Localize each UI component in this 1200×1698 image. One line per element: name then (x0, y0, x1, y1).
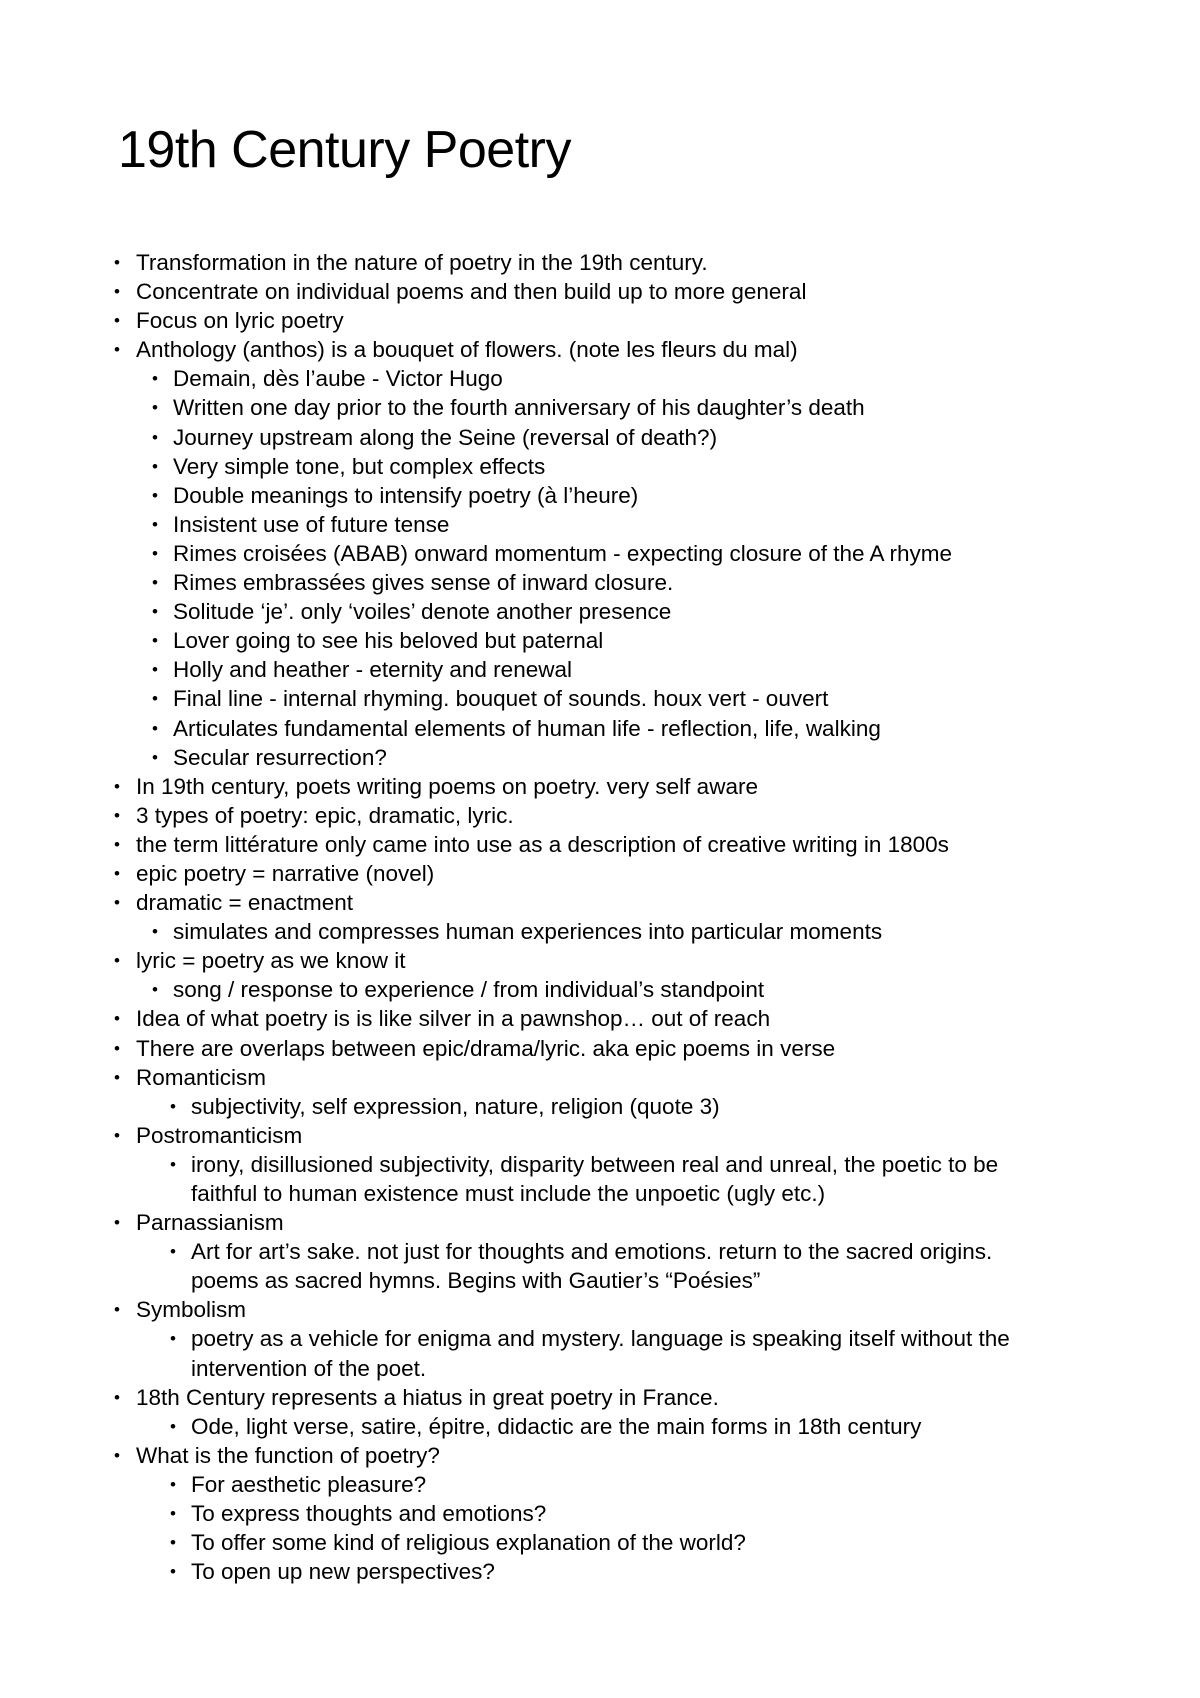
bullet-item (0, 248, 1200, 277)
sub-bullet-item (0, 626, 1200, 655)
bullet-item (0, 1208, 1200, 1237)
document-title: 19th Century Poetry (118, 121, 571, 179)
bullet-text: There are overlaps between epic/drama/lyric. aka epic poems in verse (136, 1035, 836, 1061)
bullet-text: For aesthetic pleasure? (191, 1471, 427, 1497)
bullet-text-line: intervention of the poet. (191, 1355, 427, 1381)
bullet-text: Written one day prior to the fourth anniversary of his daughter’s death (173, 395, 865, 421)
bullet-item (0, 1441, 1200, 1470)
bullet-text: Concentrate on individual poems and then build up to more general (136, 279, 807, 305)
sub-bullet-item (0, 975, 1200, 1004)
sub-bullet-item (0, 684, 1200, 713)
bullet-text: dramatic = enactment (136, 890, 353, 916)
bullet-item (0, 946, 1200, 975)
sub-bullet-item (0, 423, 1200, 452)
sub-bullet-item (0, 1092, 1200, 1121)
bullet-text: the term littérature only came into use as a description of creative writing in 1800s (136, 831, 949, 857)
bullet-text: Holly and heather - eternity and renewal (173, 657, 572, 683)
sub-bullet-item (0, 1528, 1200, 1557)
bullet-text: What is the function of poetry? (136, 1442, 440, 1468)
bullet-item (0, 859, 1200, 888)
bullet-text-line: Art for art’s sake. not just for thoughts and emotions. return to the sacred origins. (191, 1239, 993, 1265)
bullet-item (0, 1034, 1200, 1063)
bullet-text: Double meanings to intensify poetry (à l’heure) (173, 482, 639, 508)
bullet-text: Romanticism (136, 1064, 267, 1090)
sub-bullet-item (0, 1237, 1200, 1295)
bullet-text: Anthology (anthos) is a bouquet of flowers. (note les fleurs du mal) (136, 337, 798, 363)
sub-bullet-item (0, 1499, 1200, 1528)
sub-bullet-item (0, 1324, 1200, 1382)
bullet-text: To express thoughts and emotions? (191, 1501, 547, 1527)
bullet-text: Solitude ‘je’. only ‘voiles’ denote another presence (173, 599, 672, 625)
bullet-item (0, 1121, 1200, 1150)
sub-bullet-item (0, 1412, 1200, 1441)
bullet-item (0, 801, 1200, 830)
bullet-text: Postromanticism (136, 1122, 303, 1148)
bullet-text-line: faithful to human existence must include the unpoetic (ugly etc.) (191, 1181, 826, 1206)
bullet-text: Rimes embrassées gives sense of inward closure. (173, 570, 674, 596)
bullet-text: In 19th century, poets writing poems on poetry. very self aware (136, 773, 758, 799)
bullet-item (0, 830, 1200, 859)
bullet-item (0, 1383, 1200, 1412)
bullet-item (0, 277, 1200, 306)
bullet-text: Parnassianism (136, 1210, 284, 1236)
sub-bullet-item (0, 743, 1200, 772)
bullet-item (0, 1004, 1200, 1033)
bullet-item (0, 306, 1200, 335)
bullet-text-line: irony, disillusioned subjectivity, disparity between real and unreal, the poetic to be (191, 1151, 999, 1177)
bullet-text: Secular resurrection? (173, 744, 387, 770)
bullet-item (0, 888, 1200, 917)
bullet-item (0, 1063, 1200, 1092)
bullet-text: Final line - internal rhyming. bouquet of sounds. houx vert - ouvert (173, 686, 829, 712)
bullet-text: Lover going to see his beloved but paternal (173, 628, 604, 654)
bullet-text: Articulates fundamental elements of human life - reflection, life, walking (173, 715, 881, 741)
bullet-text: Rimes croisées (ABAB) onward momentum - expecting closure of the A rhyme (173, 540, 953, 566)
bullet-text: To open up new perspectives? (191, 1559, 495, 1585)
bullet-text-line: poems as sacred hymns. Begins with Gautier’s “Poésies” (191, 1268, 761, 1294)
sub-bullet-item (0, 1557, 1200, 1586)
sub-bullet-item (0, 1150, 1200, 1208)
bullet-item (0, 335, 1200, 364)
bullet-text: epic poetry = narrative (novel) (136, 860, 435, 886)
bullet-text: subjectivity, self expression, nature, religion (quote 3) (191, 1093, 720, 1119)
bullet-text: Transformation in the nature of poetry in the 19th century. (136, 250, 708, 275)
sub-bullet-item (0, 452, 1200, 481)
sub-bullet-item (0, 655, 1200, 684)
bullet-text: 18th Century represents a hiatus in great poetry in France. (136, 1384, 719, 1410)
sub-bullet-item (0, 917, 1200, 946)
bullet-text: Symbolism (136, 1297, 247, 1323)
sub-bullet-item (0, 539, 1200, 568)
bullet-text: simulates and compresses human experiences into particular moments (173, 919, 883, 945)
sub-bullet-item (0, 568, 1200, 597)
bullet-text: Demain, dès l’aube - Victor Hugo (173, 366, 503, 392)
bullet-text: song / response to experience / from individual’s standpoint (173, 977, 765, 1003)
sub-bullet-item (0, 1470, 1200, 1499)
bullet-text: Insistent use of future tense (173, 511, 450, 537)
bullet-item (0, 772, 1200, 801)
bullet-text: Ode, light verse, satire, épitre, didactic are the main forms in 18th century (191, 1413, 922, 1439)
bullet-item (0, 1295, 1200, 1324)
bullet-text: 3 types of poetry: epic, dramatic, lyric. (136, 802, 514, 828)
sub-bullet-item (0, 481, 1200, 510)
sub-bullet-item (0, 714, 1200, 743)
bullet-text: Journey upstream along the Seine (reversal of death?) (173, 424, 718, 450)
bullet-text: Focus on lyric poetry (136, 308, 344, 334)
bullet-text: Very simple tone, but complex effects (173, 453, 546, 479)
bullet-text: Idea of what poetry is is like silver in a pawnshop… out of reach (136, 1006, 771, 1032)
bullet-list (0, 248, 1200, 1586)
sub-bullet-item (0, 364, 1200, 393)
sub-bullet-item (0, 597, 1200, 626)
bullet-text: To offer some kind of religious explanation of the world? (191, 1530, 746, 1556)
sub-bullet-item (0, 393, 1200, 422)
sub-bullet-item (0, 510, 1200, 539)
bullet-text: lyric = poetry as we know it (136, 948, 406, 974)
bullet-text-line: poetry as a vehicle for enigma and mystery. language is speaking itself without the (191, 1326, 1010, 1352)
